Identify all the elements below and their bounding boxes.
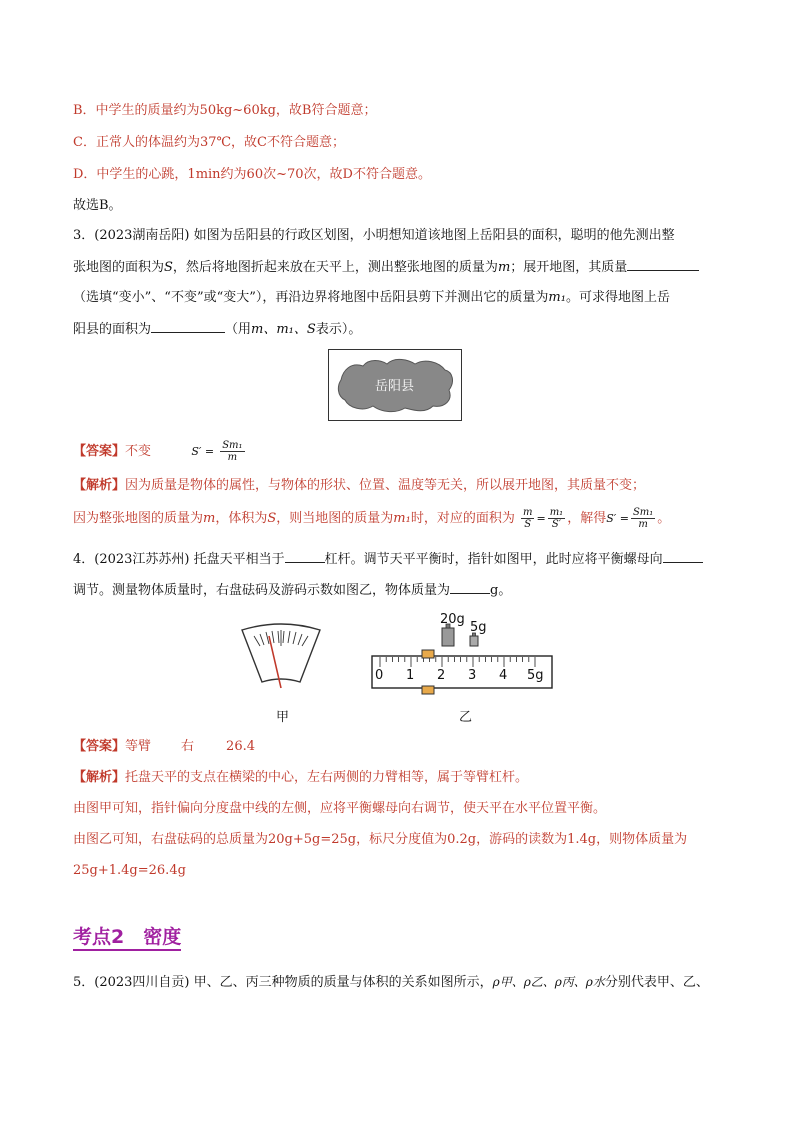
rider-bottom-icon[interactable]: [422, 686, 434, 694]
answer-blank-2[interactable]: [151, 320, 225, 333]
yueyang-map-figure: [328, 349, 462, 421]
q3-line2: 张地图的面积为S，然后将地图折起来放在天平上，测出整张地图的质量为m；展开地图，其质量: [73, 258, 699, 277]
ruler-tick-5g: 5g: [527, 668, 544, 683]
ruler-tick-2: 2: [437, 668, 446, 683]
q4-line2: 调节。测量物体质量时，右盘砝码及游码示数如图乙，物体质量为 g。: [73, 583, 512, 598]
q3-analysis-line2: 因为整张地图的质量为m，体积为S，则当地图的质量为m₁时，对应的面积为 $\frac{m}{S}$ = $\frac{\text{m₁}}{S'}$ ，解得S′ = $\frac{\text{Sm₁}}{m}$ 。: [73, 507, 671, 530]
q3-line4: 阳县的面积为 （用m、m₁、S表示）。: [73, 322, 362, 337]
q3-answer-line: 【答案】不变 S′ = $\frac{\text{Sm₁}}{m}$: [73, 440, 243, 463]
weight-20g-label: 20g: [440, 612, 465, 627]
q4-line1: 4．(2023江苏苏州) 托盘天平相当于 杠杆。调节天平平衡时，指针如图甲，此时应将平衡螺母向: [73, 550, 703, 569]
fig-yi-caption: 乙: [459, 710, 473, 725]
q4-analysis-line2: 由图甲可知，指针偏向分度盘中线的左侧，应将平衡螺母向右调节，使天平在水平位置平衡。: [73, 801, 607, 816]
q3-line1: 3．(2023湖南岳阳) 如图为岳阳县的行政区划图，小明想知道该地图上岳阳县的面积，聪明的他先测出整: [73, 228, 675, 243]
weight-5g-label: 5g: [470, 620, 487, 635]
q4-analysis-line3: 由图乙可知，右盘砝码的总质量为20g+5g=25g，标尺分度值为0.2g，游码的读数为1.4g，则物体质量为: [73, 832, 688, 847]
rider-top-icon[interactable]: [422, 650, 434, 658]
q3-line3: （选填“变小”、“不变”或“变大”），再沿边界将地图中岳阳县剪下并测出它的质量为m₁。可求得地图上岳: [73, 290, 670, 305]
option-d-line: D．中学生的心跳，1min约为60次~70次，故D不符合题意。: [73, 167, 431, 182]
choose-line: 故选B。: [73, 198, 122, 213]
section-heading: 考点2 密度: [73, 926, 181, 951]
q4-answer-line: 【答案】等臂 右 26.4: [73, 739, 255, 754]
q4-analysis-line4: 25g+1.4g=26.4g: [73, 863, 186, 878]
answer-blank-4[interactable]: [663, 550, 703, 563]
ruler-tick-0: 0: [375, 668, 384, 683]
q4-analysis-line1: 【解析】托盘天平的支点在横梁的中心，左右两侧的力臂相等，属于等臂杠杆。: [73, 770, 529, 785]
q3-analysis-line1: 【解析】因为质量是物体的属性，与物体的形状、位置、温度等无关，所以展开地图，其质量不变；: [73, 478, 646, 493]
answer-blank-1[interactable]: [627, 258, 699, 271]
q5-line1: 5．(2023四川自贡) 甲、乙、丙三种物质的质量与体积的关系如图所示，ρ甲、ρ乙、ρ丙、ρ水分别代表甲、乙、: [73, 975, 709, 990]
fig-jia-caption: 甲: [276, 710, 290, 725]
answer-blank-5[interactable]: [450, 581, 490, 594]
ruler-tick-1: 1: [406, 668, 415, 683]
map-label: 岳阳县: [374, 379, 414, 394]
option-c-line: C．正常人的体温约为37℃，故C不符合题意；: [73, 135, 345, 150]
weight-20g-icon: [442, 624, 454, 646]
ruler-tick-3: 3: [468, 668, 477, 683]
option-b-line: B．中学生的质量约为50kg~60kg，故B符合题意；: [73, 103, 377, 118]
ruler-tick-4: 4: [499, 668, 508, 683]
dial-figure-jia: [238, 622, 324, 694]
answer-blank-3[interactable]: [285, 550, 325, 563]
